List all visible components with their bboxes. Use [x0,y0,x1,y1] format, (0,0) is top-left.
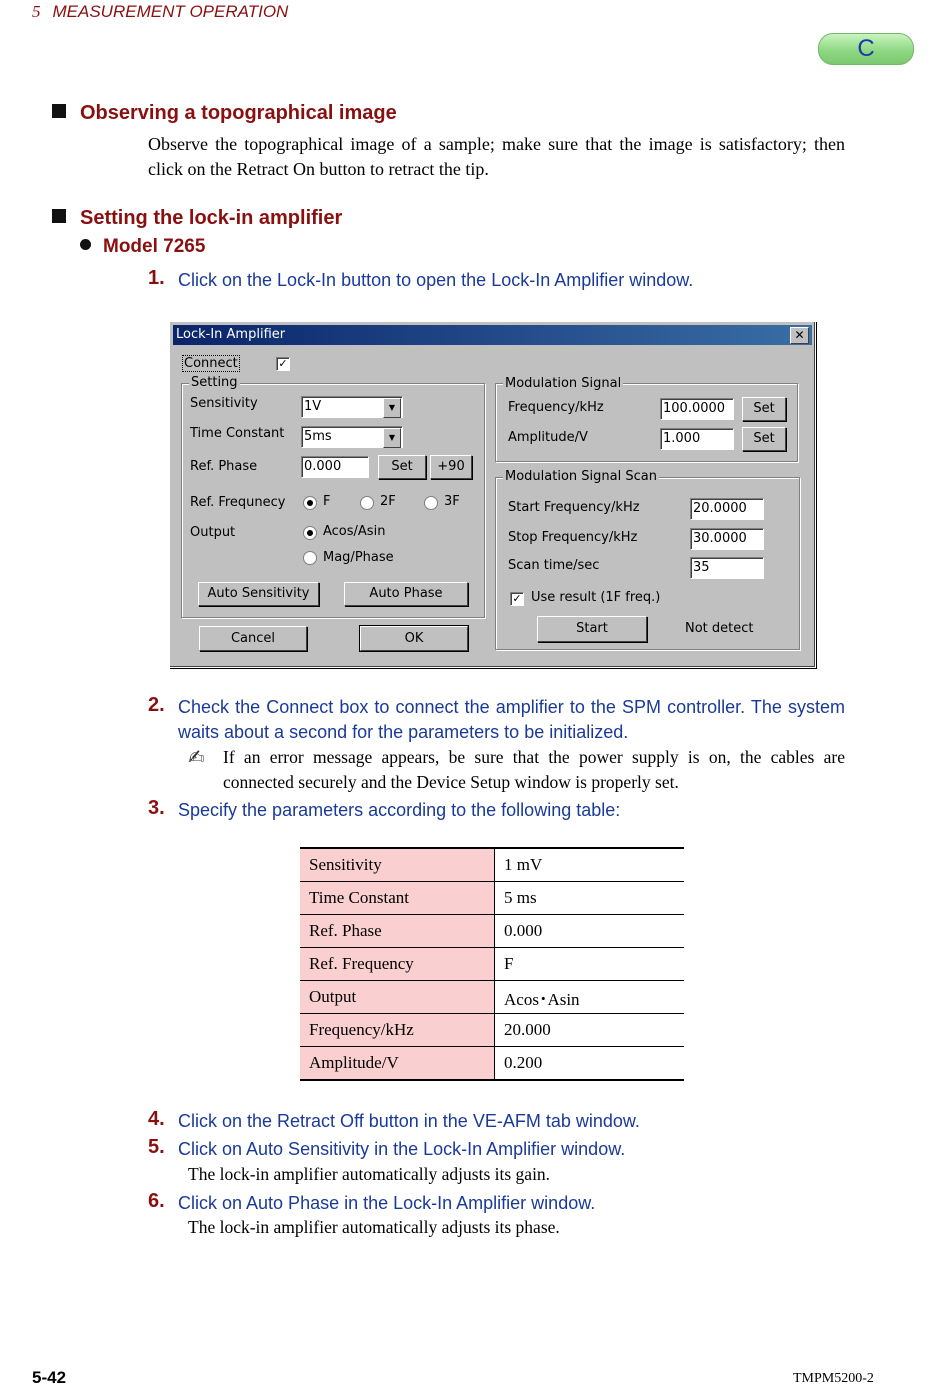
param-value: Acos･Asin [495,981,685,1014]
chevron-down-icon[interactable]: ▼ [383,428,401,448]
table-row [300,882,684,915]
param-value: 0.200 [495,1047,685,1081]
step-5 [148,1137,848,1162]
param-value: 20.000 [495,1014,685,1047]
scan-time-value: 35 [693,560,710,575]
detect-status: Not detect [685,621,754,636]
param-value: 0.000 [495,915,685,948]
close-icon[interactable]: ✕ [790,327,809,344]
param-key: Ref. Frequency [300,948,495,981]
document-id: TMPM5200-2 [793,1371,874,1386]
ok-button[interactable]: OK [360,626,468,651]
table-row [300,981,684,1014]
scan-start-button[interactable]: Start [537,616,647,642]
param-value: 1 mV [495,848,685,882]
mod-frequency-set-button[interactable]: Set [742,397,786,421]
step-number: 3. [148,797,165,819]
running-header [32,2,288,22]
title-bar[interactable] [173,325,812,345]
square-bullet-icon [52,104,66,118]
section-heading-lockin [52,207,342,230]
mod-amplitude-value: 1.000 [663,431,701,446]
connect-label: Connect [184,356,238,371]
time-constant-label: Time Constant [190,426,285,441]
step-number: 4. [148,1108,165,1130]
setting-group-label: Setting [191,375,238,390]
step-text: Click on Auto Phase in the Lock-In Amplifier window. [178,1193,596,1213]
step-2 [148,695,845,745]
param-key: Sensitivity [300,848,495,882]
output-option-acos: Acos/Asin [323,524,386,539]
cancel-button[interactable]: Cancel [199,626,307,651]
output-label: Output [190,525,236,540]
pencil-note-icon: ✍ [188,745,205,769]
stop-frequency-label: Stop Frequency/kHz [508,530,638,545]
freq-option-3f: 3F [444,494,460,509]
modulation-signal-label: Modulation Signal [505,376,622,391]
auto-phase-button[interactable]: Auto Phase [344,582,468,606]
output-radio-mag[interactable] [303,551,317,565]
lockin-amplifier-window [169,321,816,668]
start-frequency-value: 20.0000 [693,501,747,516]
ref-phase-value: 0.000 [304,459,342,474]
step-text: Click on Auto Sensitivity in the Lock-In Amplifier window. [178,1139,626,1159]
step-text: Specify the parameters according to the following table: [178,800,621,820]
step-5-detail: The lock-in amplifier automatically adjusts its gain. [188,1164,551,1184]
mod-frequency-value: 100.0000 [663,401,726,416]
plus90-button[interactable]: +90 [430,455,472,479]
time-constant-select[interactable] [301,426,403,448]
output-option-mag: Mag/Phase [323,550,394,565]
use-result-label: Use result (1F freq.) [531,590,661,605]
param-value: 5 ms [495,882,685,915]
start-frequency-label: Start Frequency/kHz [508,500,640,515]
freq-option-2f: 2F [380,494,396,509]
section-body: Observe the topographical image of a sample; make sure that the image is satisfactory; then click on the Retract On button to retract the tip. [148,134,845,179]
round-bullet-icon [80,239,91,250]
param-value: F [495,948,685,981]
table-row [300,1014,684,1047]
section-title: Observing a topographical image [80,102,397,124]
ref-phase-label: Ref. Phase [190,459,258,474]
subheading-text: Model 7265 [103,236,206,257]
start-frequency-input[interactable] [690,498,764,520]
use-result-checkbox[interactable]: ✓ [510,592,524,606]
step-number: 6. [148,1190,165,1212]
chapter-tab-badge: C [818,33,914,65]
param-key: Time Constant [300,882,495,915]
param-key: Ref. Phase [300,915,495,948]
table-row [300,848,684,882]
freq-option-f: F [323,494,331,509]
mod-frequency-input[interactable] [660,398,734,420]
param-key: Frequency/kHz [300,1014,495,1047]
param-key: Amplitude/V [300,1047,495,1081]
scan-time-input[interactable] [690,557,764,579]
auto-sensitivity-button[interactable]: Auto Sensitivity [198,582,319,606]
freq-radio-3f[interactable] [424,496,438,510]
chapter-number: 5 [32,2,41,21]
stop-frequency-value: 30.0000 [693,531,747,546]
step-1 [148,268,848,293]
step-number: 2. [148,694,165,716]
sensitivity-value: 1V [304,399,322,414]
step-number: 1. [148,267,165,289]
section-title: Setting the lock-in amplifier [80,207,343,229]
mod-amplitude-input[interactable] [660,428,734,450]
ref-frequency-label: Ref. Frequnecy [190,495,286,510]
mod-amplitude-set-button[interactable]: Set [742,427,786,451]
step-text: Click on the Lock-In button to open the Lock-In Amplifier window. [178,270,694,290]
window-title: Lock-In Amplifier [176,327,286,342]
param-key: Output [300,981,495,1014]
step-number: 5. [148,1136,165,1158]
page-number: 5-42 [32,1368,67,1387]
parameter-table [300,847,684,1081]
scan-time-label: Scan time/sec [508,558,600,573]
time-constant-value: 5ms [304,429,332,444]
subheading-model [80,236,205,258]
step-6 [148,1191,848,1216]
sensitivity-label: Sensitivity [190,396,258,411]
freq-radio-2f[interactable] [360,496,374,510]
mod-frequency-label: Frequency/kHz [508,400,604,415]
step-text: Check the Connect box to connect the amplifier to the SPM controller. The system waits about a second for the parameters to be initialized. [178,697,845,742]
freq-radio-f[interactable] [303,496,317,510]
ref-phase-set-button[interactable]: Set [378,455,426,479]
modulation-scan-label: Modulation Signal Scan [505,469,657,484]
mod-amplitude-label: Amplitude/V [508,430,588,445]
stop-frequency-input[interactable] [690,528,764,550]
step-3 [148,798,848,823]
output-radio-acos[interactable] [303,526,317,540]
step-6-detail: The lock-in amplifier automatically adjusts its phase. [188,1217,560,1237]
connect-checkbox[interactable]: ✓ [276,357,290,371]
table-row [300,1047,684,1081]
chapter-title: MEASUREMENT OPERATION [52,2,289,21]
chevron-down-icon[interactable]: ▼ [383,398,401,418]
section-heading-observing [52,102,397,125]
ref-phase-input[interactable] [301,456,369,478]
step-text: Click on the Retract Off button in the VE-AFM tab window. [178,1111,640,1131]
square-bullet-icon [52,209,66,223]
sensitivity-select[interactable] [301,396,403,418]
step-note: If an error message appears, be sure that the power supply is on, the cables are connected securely and the Device Setup window is properly set. [223,747,845,792]
table-row [300,915,684,948]
table-row [300,948,684,981]
step-4 [148,1109,848,1134]
